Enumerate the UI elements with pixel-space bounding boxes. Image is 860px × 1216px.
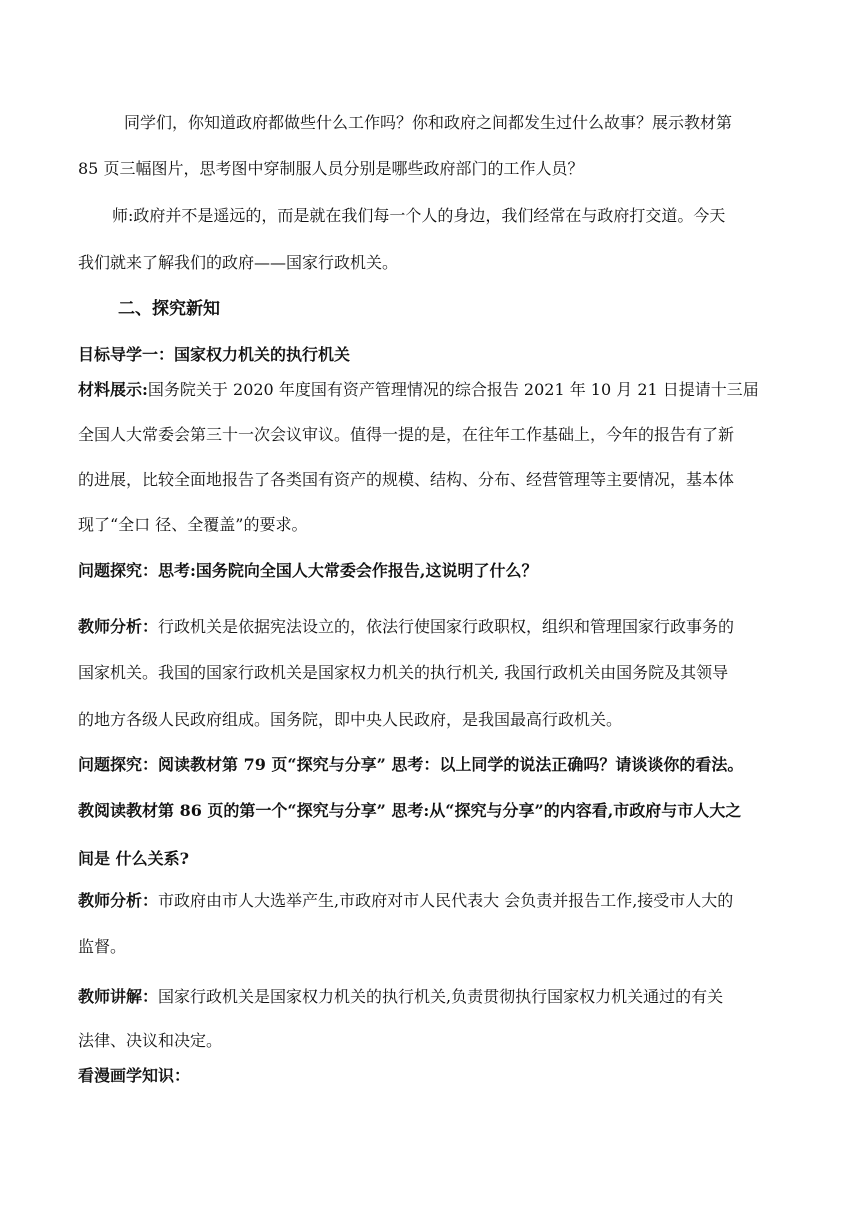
material-line-4: 现了“全口 径、全覆盖”的要求。 xyxy=(78,515,308,534)
material-line-2: 全国人大常委会第三十一次会议审议。值得一提的是，在往年工作基础上，今年的报告有了新 xyxy=(78,425,735,444)
lecture-line-2: 法律、决议和决定。 xyxy=(78,1031,223,1050)
analysis-2-text-1: 市政府由市人大选举产生,市政府对市人民代表大 会负责并报告工作,接受市人大的 xyxy=(158,891,734,910)
analysis-1-line-2: 国家机关。我国的国家行政机关是国家权力机关的执行机关, 我国行政机关由国务院及其领导 xyxy=(78,663,729,682)
intro-paragraph-line-1: 同学们，你知道政府都做些什么工作吗？你和政府之间都发生过什么故事？展示教材第 xyxy=(124,113,733,132)
question-3-line-2: 间是 什么关系? xyxy=(78,849,189,868)
analysis-2-line-1 xyxy=(78,891,784,911)
material-line-3: 的进展，比较全面地报告了各类国有资产的规模、结构、分布、经营管理等主要情况，基本体 xyxy=(78,470,735,489)
teacher-intro-line-2: 我们就来了解我们的政府——国家行政机关。 xyxy=(78,253,399,272)
material-line-1 xyxy=(78,380,784,400)
question-2: 问题探究：阅读教材第 79 页“探究与分享” 思考：以上同学的说法正确吗？请谈谈你的看法。 xyxy=(78,755,744,774)
comic-heading: 看漫画学知识： xyxy=(78,1066,191,1085)
lecture-label: 教师讲解： xyxy=(78,987,159,1006)
analysis-1-label: 教师分析： xyxy=(78,617,159,636)
material-label: 材料展示: xyxy=(78,380,148,399)
teacher-intro-line-1: 师:政府并不是遥远的，而是就在我们每一个人的身边，我们经常在与政府打交道。今天 xyxy=(112,206,726,225)
material-text-1: 国务院关于 2020 年度国有资产管理情况的综合报告 2021 年 10 月 21 日提请十三届 xyxy=(147,380,759,399)
analysis-1-line-1 xyxy=(78,617,784,637)
analysis-1-text-1: 行政机关是依据宪法设立的，依法行使国家行政职权，组织和管理国家行政事务的 xyxy=(158,617,735,636)
intro-paragraph-line-2: 85 页三幅图片，思考图中穿制服人员分别是哪些政府部门的工作人员？ xyxy=(78,159,584,178)
goal-heading: 目标导学一：国家权力机关的执行机关 xyxy=(78,345,351,364)
analysis-1-line-3: 的地方各级人民政府组成。国务院，即中央人民政府，是我国最高行政机关。 xyxy=(78,710,623,729)
lecture-text-1: 国家行政机关是国家权力机关的执行机关,负责贯彻执行国家权力机关通过的有关 xyxy=(158,987,724,1006)
question-3-line-1: 教阅读教材第 86 页的第一个“探究与分享” 思考:从“探究与分享”的内容看,市政府与市人大之 xyxy=(78,801,742,820)
section-heading: 二、探究新知 xyxy=(118,299,220,319)
analysis-2-line-2: 监督。 xyxy=(78,937,127,956)
question-1: 问题探究：思考:国务院向全国人大常委会作报告,这说明了什么？ xyxy=(78,561,538,580)
lecture-line-1 xyxy=(78,987,784,1007)
analysis-2-label: 教师分析： xyxy=(78,891,159,910)
